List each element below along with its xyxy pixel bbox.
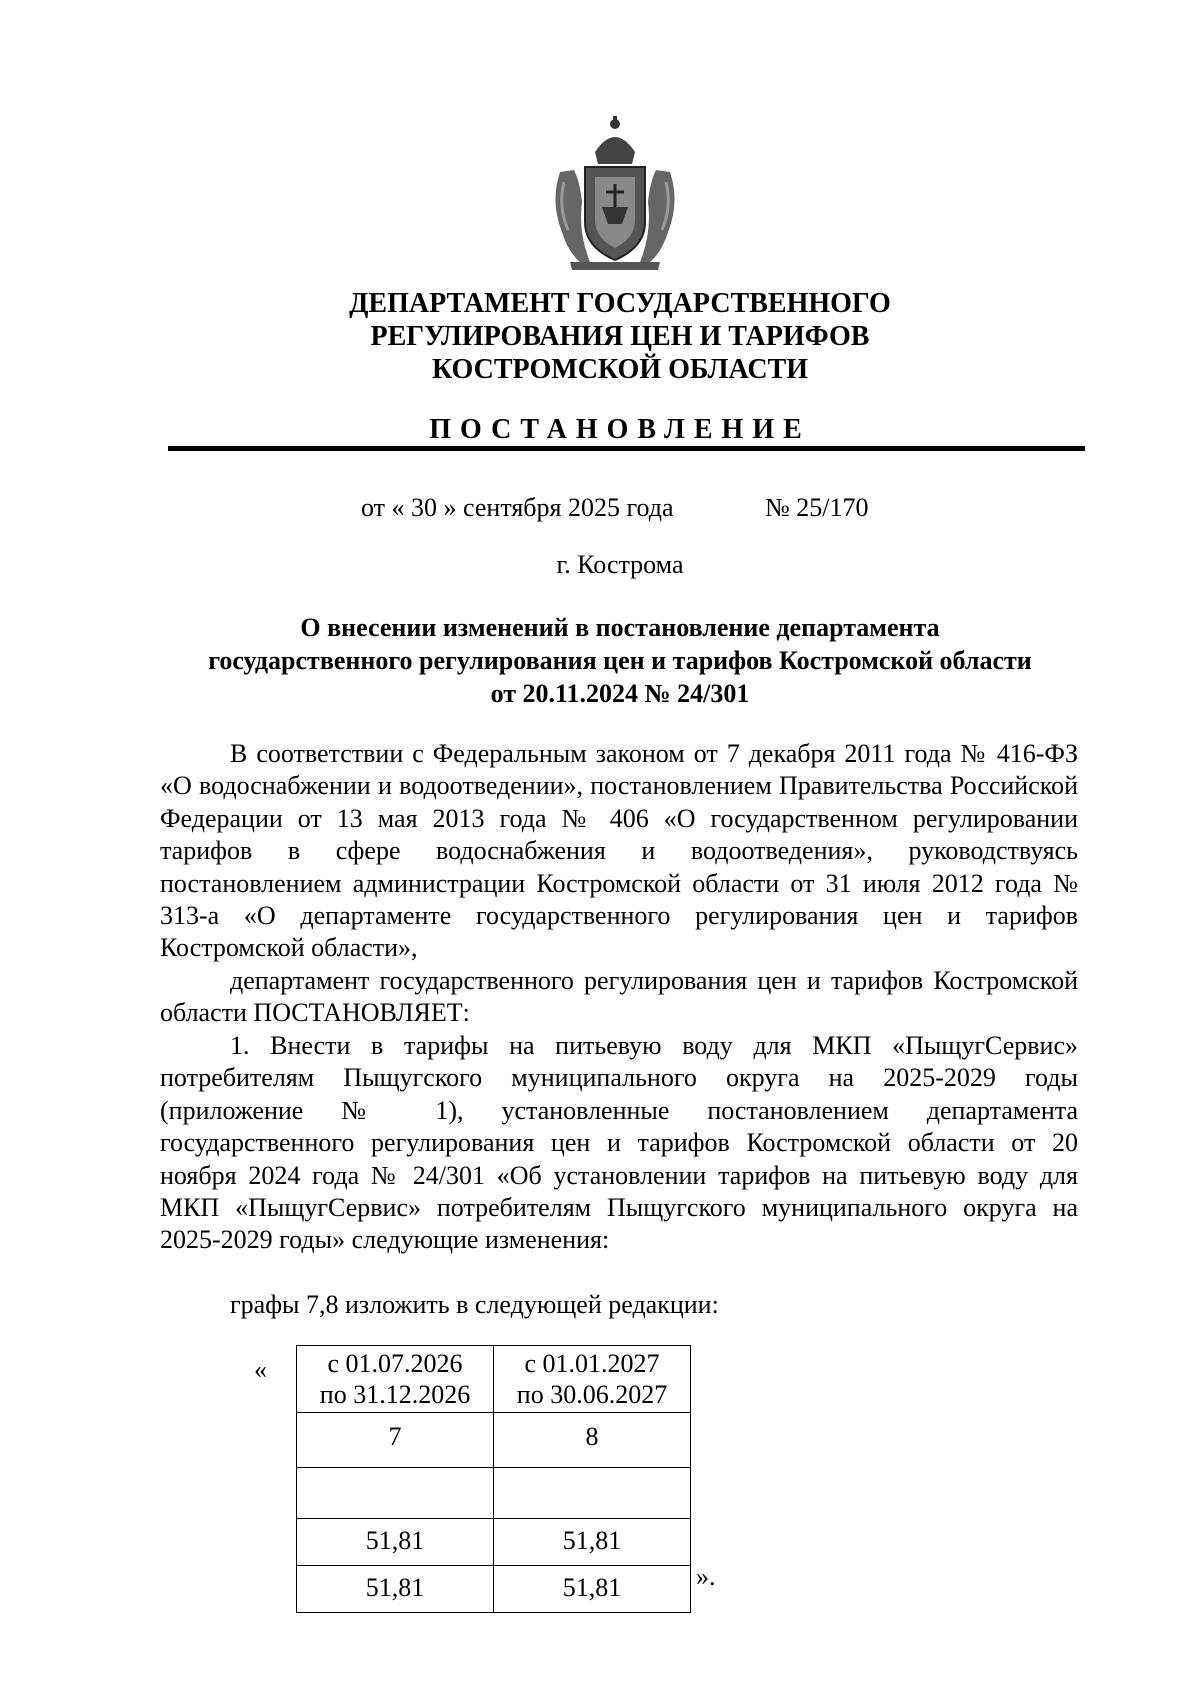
- table-cell: 51,81: [297, 1566, 494, 1613]
- subject-line1: О внесении изменений в постановление департамента: [300, 613, 940, 642]
- org-name-line2: РЕГУЛИРОВАНИЯ ЦЕН И ТАРИФОВ: [370, 321, 870, 352]
- doc-number: № 25/170: [765, 493, 869, 522]
- org-name-line1: ДЕПАРТАМЕНТ ГОСУДАРСТВЕННОГО: [349, 288, 891, 319]
- table-row: [297, 1566, 691, 1613]
- table-cell: 51,81: [494, 1519, 691, 1566]
- coat-of-arms-icon: [540, 112, 690, 272]
- tariff-table: [296, 1345, 691, 1613]
- table-cell: 51,81: [297, 1519, 494, 1566]
- table-row: [297, 1468, 691, 1519]
- item-1-paragraph: 1. Внести в тарифы на питьевую воду для МКП «ПыщугСервис» потребителям Пыщугского муниципального округа на 2025-2029 годы (приложение № 1), установленные постановлением департамента государственного регулирования цен и тарифов Костромской области от 20 ноября 2024 года № 24/301 «Об установлении тарифов на питьевую воду для МКП «ПыщугСервис» потребителям Пыщугского муниципального округа на 2025-2029 годы» следующие изменения:: [160, 1031, 1078, 1255]
- header-divider: [168, 446, 1085, 451]
- doc-date: от « 30 » сентября 2025 года: [361, 493, 674, 522]
- subject-line3: от 20.11.2024 № 24/301: [490, 679, 750, 708]
- table-cell: [297, 1468, 494, 1519]
- col8-period-start: с 01.01.2027: [524, 1349, 660, 1378]
- table-quote-open: «: [254, 1355, 267, 1384]
- table-header-row: [297, 1346, 691, 1413]
- table-header-cell: [297, 1346, 494, 1413]
- table-row: [297, 1519, 691, 1566]
- table-cell: 51,81: [494, 1566, 691, 1613]
- columns-note-paragraph: графы 7,8 изложить в следующей редакции:: [230, 1290, 719, 1319]
- table-column-number-row: [297, 1413, 691, 1468]
- preamble-paragraph: В соответствии с Федеральным законом от 7 декабря 2011 года № 416-ФЗ «О водоснабжении и водоотведении», постановлением Правительства Российской Федерации от 13 мая 2013 года № 406 «О государственном регулировании тарифов в сфере водоснабжения и водоотведения», руководствуясь постановлением администрации Костромской области от 31 июля 2012 года № 313-а «О департаменте государственного регулирования цен и тарифов Костромской области»,: [160, 739, 1078, 963]
- column-number-7: 7: [297, 1413, 494, 1468]
- doc-city: г. Кострома: [556, 550, 684, 579]
- column-number-8: 8: [494, 1413, 691, 1468]
- org-name-line3: КОСТРОМСКОЙ ОБЛАСТИ: [431, 354, 809, 385]
- table-cell: [494, 1468, 691, 1519]
- col8-period-end: по 30.06.2027: [516, 1380, 668, 1409]
- doc-type-title: ПОСТАНОВЛЕНИЕ: [429, 414, 811, 445]
- table-quote-close: ».: [696, 1562, 716, 1591]
- table-header-cell: [494, 1346, 691, 1413]
- subject-line2: государственного регулирования цен и тарифов Костромской области: [208, 646, 1032, 675]
- col7-period-end: по 31.12.2026: [319, 1380, 471, 1409]
- resolution-paragraph: департамент государственного регулирования цен и тарифов Костромской области ПОСТАНОВЛЯЕТ:: [160, 966, 1078, 1028]
- col7-period-start: с 01.07.2026: [327, 1349, 463, 1378]
